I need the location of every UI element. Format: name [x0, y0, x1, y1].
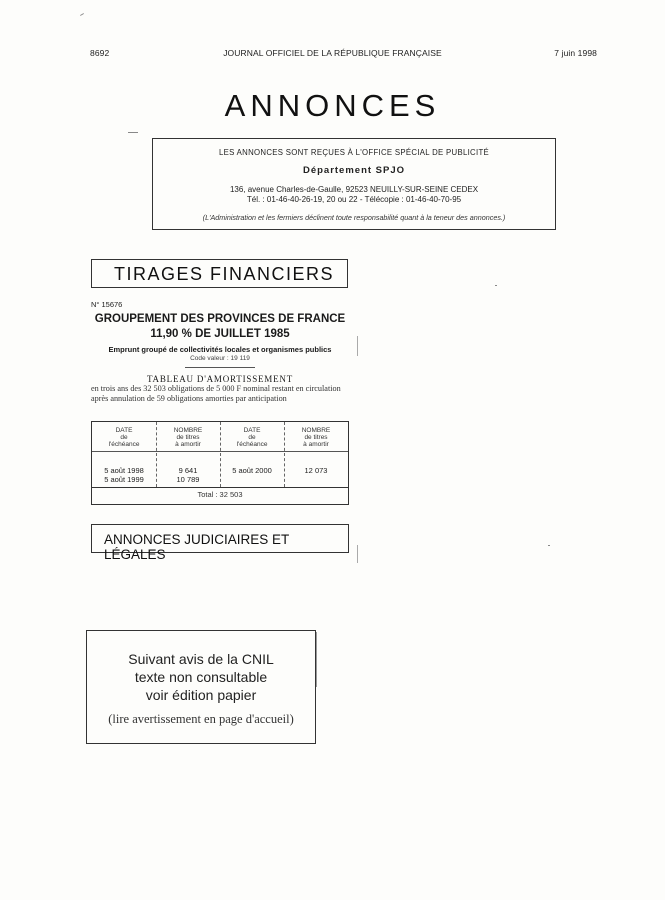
amortization-table: [91, 421, 349, 505]
table-header: NOMBRE de titres à amortir: [173, 427, 203, 448]
column-divider: [156, 422, 157, 487]
table-header: DATE de l'échéance: [108, 427, 140, 448]
column-divider: [220, 422, 221, 487]
table-total: Total : 32 503: [197, 490, 243, 499]
notice-reception: LES ANNONCES SONT REÇUES À L'OFFICE SPÉCIAL DE PUBLICITÉ: [218, 148, 490, 157]
table-cell: 10 789: [176, 475, 200, 484]
code-valeur: Code valeur : 19 119: [190, 355, 250, 362]
notice-address: 136, avenue Charles-de-Gaulle, 92523 NEUILLY-SUR-SEINE CEDEX: [229, 185, 479, 194]
emprunt-description: Emprunt groupé de collectivités locales et organismes publics: [108, 345, 332, 354]
journal-title: JOURNAL OFFICIEL DE LA RÉPUBLIQUE FRANÇAISE: [223, 48, 442, 58]
separator-line: [185, 367, 255, 368]
table-cell: 5 août 2000: [232, 466, 272, 475]
page-title: ANNONCES: [224, 88, 441, 123]
annonce-number: N° 15676: [91, 300, 123, 309]
publicity-notice-box: [152, 138, 556, 230]
column-divider: [284, 422, 285, 487]
scan-speck: [548, 545, 550, 546]
table-cell: 12 073: [304, 466, 328, 475]
notice-department: Département SPJO: [302, 165, 406, 176]
journal-date: 7 juin 1998: [554, 48, 597, 58]
issuer-name: GROUPEMENT DES PROVINCES DE FRANCE: [94, 313, 346, 325]
table-cell: 5 août 1999: [104, 475, 144, 484]
scan-speck: [128, 132, 138, 133]
tableau-title: TABLEAU D'AMORTISSEMENT: [146, 374, 293, 384]
scan-speck: [316, 632, 317, 687]
scan-speck: [495, 285, 497, 286]
cnil-notice-box: [86, 630, 316, 744]
bond-rate: 11,90 % DE JUILLET 1985: [150, 328, 290, 340]
judiciaires-heading: ANNONCES JUDICIAIRES ET LÉGALES: [91, 524, 349, 553]
cnil-line-1: Suivant avis de la CNIL: [128, 651, 274, 667]
total-divider: [92, 487, 348, 488]
scan-speck: [357, 336, 358, 356]
table-header: DATE de l'échéance: [236, 427, 268, 448]
cnil-line-4: (lire avertissement en page d'accueil): [108, 712, 294, 726]
table-cell: 9 641: [178, 466, 198, 475]
page-number: 8692: [90, 48, 110, 58]
tableau-text: en trois ans des 32 503 obligations de 5 000 F nominal restant en circulation après annulation de 59 obligations amorties par anticipation: [91, 384, 341, 403]
table-cell: 5 août 1998: [104, 466, 144, 475]
cnil-line-3: voir édition papier: [145, 687, 257, 703]
cnil-line-2: texte non consultable: [134, 669, 268, 685]
notice-disclaimer: (L'Administration et les fermiers déclinent toute responsabilité quant à la teneur des annonces.): [202, 213, 506, 222]
scan-speck: [80, 13, 84, 16]
scan-speck: [357, 545, 358, 563]
notice-phone: Tél. : 01-46-40-26-19, 20 ou 22 - Télécopie : 01-46-40-70-95: [246, 195, 462, 204]
tirages-heading: TIRAGES FINANCIERS: [91, 259, 348, 288]
header-divider: [92, 451, 348, 452]
table-header: NOMBRE de titres à amortir: [301, 427, 331, 448]
